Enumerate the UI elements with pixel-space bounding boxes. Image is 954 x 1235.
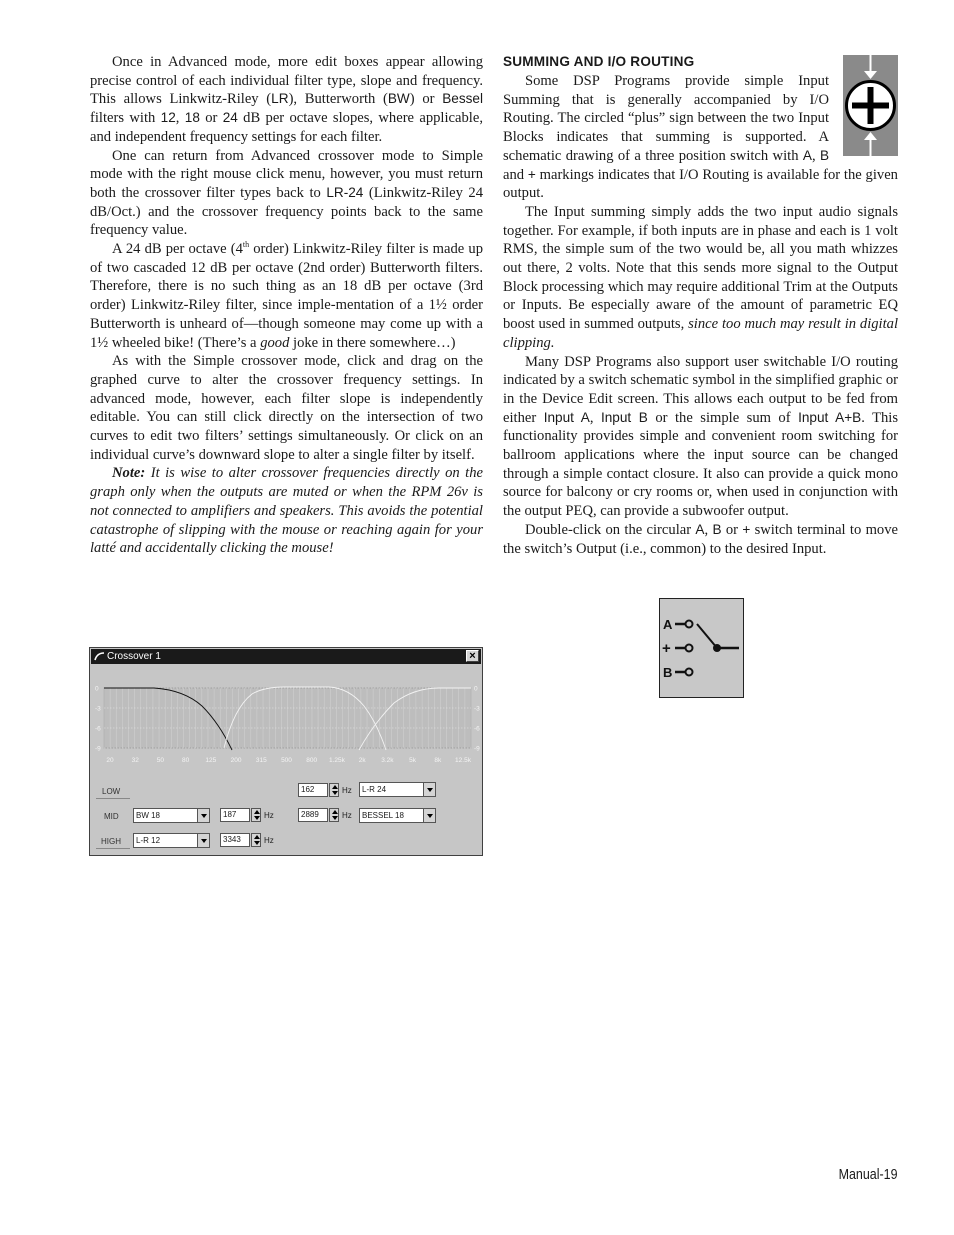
high-filter-type-select[interactable]	[133, 833, 210, 848]
paragraph-return-simple: One can return from Advanced crossover mode to Simple mode with the right mouse click menu, however, you must return both the crossover filter types back to LR-24 (Linkwitz-Riley 24 dB/Oct.) and the crossover frequency points back to the same frequency value.	[90, 147, 483, 239]
window-titlebar	[91, 649, 481, 664]
low-hz-label: Hz	[342, 786, 352, 795]
chevron-down-icon[interactable]	[197, 809, 209, 822]
switch-terminal-plus[interactable]	[686, 645, 693, 652]
db-tick-label: -9	[474, 745, 480, 753]
paragraph-note: Note: It is wise to alter crossover frequencies directly on the graph only when the outputs are muted or when the RPM 26v is not connected to amplifiers and speakers. This avoids the potential catastrophe of slipping with the mouse or reaching again for your latté and accidentally clicking the mouse!	[90, 465, 483, 557]
crossover-window	[89, 647, 483, 856]
frequency-tick-label: 12.5k	[455, 757, 471, 764]
db-tick-label: -9	[95, 745, 101, 753]
high-label: HIGH	[101, 837, 121, 846]
paragraph-summing-detail: The Input summing simply adds the two input audio signals together. For example, if both inputs are in phase and each is 1 volt RMS, the simple sum of the two would be, all you math whizzes out there, 2 volts. Note that this sends more signal to the Output Block processing which may require additional Trim at the Outputs or Inputs. Be especially aware of the amount of parametric EQ boost used in summed outputs, since too much may result in digital clipping.	[503, 203, 899, 351]
app-logo-icon	[94, 651, 105, 662]
paragraph-click-drag: As with the Simple crossover mode, click and drag on the graphed curve to alter the crossover frequency settings. In advanced mode, however, each filter slope is independently editable. You can still click directly on the intersection of two curves to edit two filters’ settings simultaneously. Or click on an individual curve’s downward slope to alter a single filter by itself.	[90, 353, 483, 463]
mid-low-filter-type-select[interactable]	[133, 808, 210, 823]
mid-high-filter-type-select[interactable]	[359, 808, 436, 823]
crossover-graph[interactable]	[94, 678, 480, 766]
db-tick-label: -3	[474, 705, 480, 713]
high-frequency-spinner[interactable]	[251, 833, 261, 847]
low-filter-type-value: L-R 24	[362, 785, 387, 794]
frequency-tick-label: 80	[182, 757, 190, 764]
frequency-tick-label: 1.25k	[328, 757, 345, 764]
db-tick-label: 0	[95, 685, 99, 693]
low-frequency-spinner[interactable]	[329, 783, 339, 797]
window-title: Crossover 1	[107, 651, 161, 662]
high-filter-type-value: L-R 12	[136, 836, 161, 845]
switch-b-label: B	[663, 665, 673, 680]
io-switch-schematic[interactable]	[659, 598, 744, 698]
summing-plus-icon	[843, 55, 898, 156]
db-tick-label: 0	[474, 685, 478, 693]
switch-terminal-a[interactable]	[686, 621, 693, 628]
mid-low-frequency-input[interactable]: 187	[220, 808, 250, 822]
switch-a-label: A	[663, 617, 673, 632]
chevron-down-icon[interactable]	[423, 809, 435, 822]
low-filter-type-select[interactable]	[359, 782, 436, 797]
page-number: Manual-19	[839, 1167, 898, 1183]
switch-plus-label: +	[662, 640, 671, 657]
high-frequency-input[interactable]: 3343	[220, 833, 250, 847]
low-frequency-input[interactable]: 162	[298, 783, 328, 797]
low-label: LOW	[102, 787, 121, 796]
frequency-tick-label: 315	[255, 757, 267, 764]
frequency-tick-label: 500	[281, 757, 292, 764]
mid-high-hz-label: Hz	[342, 811, 352, 820]
frequency-tick-label: 20	[106, 757, 114, 764]
chevron-down-icon[interactable]	[197, 834, 209, 847]
paragraph-input-summing: Some DSP Programs provide simple Input Summing that is generally accompanied by I/O Routing. The circled “plus” sign between the two Input Blocks indicates that summing is supported. A schematic drawing of a three position switch with A, B and + markings indicates that I/O Routing is available for the given output.	[503, 72, 898, 203]
left-column	[90, 53, 483, 558]
frequency-tick-label: 50	[156, 757, 165, 764]
db-tick-label: -6	[474, 725, 480, 733]
frequency-tick-label: 125	[205, 757, 217, 764]
mid-low-hz-label: Hz	[264, 811, 274, 820]
frequency-tick-label: 8k	[434, 757, 442, 764]
paragraph-io-routing: Many DSP Programs also support user switchable I/O routing indicated by a switch schematic symbol in the simplified graphic or in the Device Edit screen. This allows each output to be fed from either Input A, Input B or the simple sum of Input A+B. This functionality provides simple and convenient room switching for ballroom applications where the input source can be changed through a simple contact closure. It also can provide a quick mono source for balcony or cry rooms or, when used in conjunction with the output PEQ, can provide a subwoofer output.	[503, 353, 899, 520]
switch-terminal-b[interactable]	[686, 669, 693, 676]
frequency-tick-label: 200	[230, 757, 242, 764]
frequency-tick-label: 2k	[358, 757, 366, 764]
chevron-down-icon[interactable]	[423, 783, 435, 796]
db-tick-label: -6	[95, 725, 101, 733]
paragraph-advanced-mode: Once in Advanced mode, more edit boxes appear allowing precise control of each individual filter type, slope and frequency. This allows Linkwitz-Riley (LR), Butterworth (BW) or Bessel filters with 12, 18 or 24 dB per octave slopes, where applicable, and independent frequency settings for each filter.	[90, 54, 483, 145]
paragraph-double-click: Double-click on the circular A, B or + switch terminal to move the switch’s Output (i.e., common) to the desired Input.	[503, 521, 898, 557]
right-column	[503, 53, 898, 558]
frequency-tick-label: 5k	[409, 757, 417, 764]
close-button[interactable]: ×	[466, 650, 479, 662]
high-underline	[96, 848, 130, 849]
db-tick-label: -3	[95, 705, 101, 713]
frequency-tick-label: 800	[306, 757, 318, 764]
frequency-tick-label: 3.2k	[381, 757, 394, 764]
section-heading: SUMMING AND I/O ROUTING	[503, 54, 695, 69]
mid-high-frequency-spinner[interactable]	[329, 808, 339, 822]
mid-high-frequency-input[interactable]: 2889	[298, 808, 328, 822]
low-underline	[96, 798, 130, 799]
frequency-tick-label: 32	[131, 757, 139, 764]
mid-label: MID	[104, 812, 119, 821]
mid-low-frequency-spinner[interactable]	[251, 808, 261, 822]
mid-low-filter-type-value: BW 18	[136, 811, 161, 820]
paragraph-linkwitz-riley: A 24 dB per octave (4th order) Linkwitz-Riley filter is made up of two cascaded 12 dB per octave (2nd order) Butterworth filters. Therefore, there is no such thing as an 18 dB per octave (3rd order) Linkwitz-Riley filter, since imple-mentation of a 1½ order Butterworth is unheard of—though someone may come up with a 1½ wheeled bike! (There’s a good joke in there somewhere…)	[90, 240, 483, 351]
mid-high-filter-type-value: BESSEL 18	[362, 811, 404, 820]
high-hz-label: Hz	[264, 836, 274, 845]
